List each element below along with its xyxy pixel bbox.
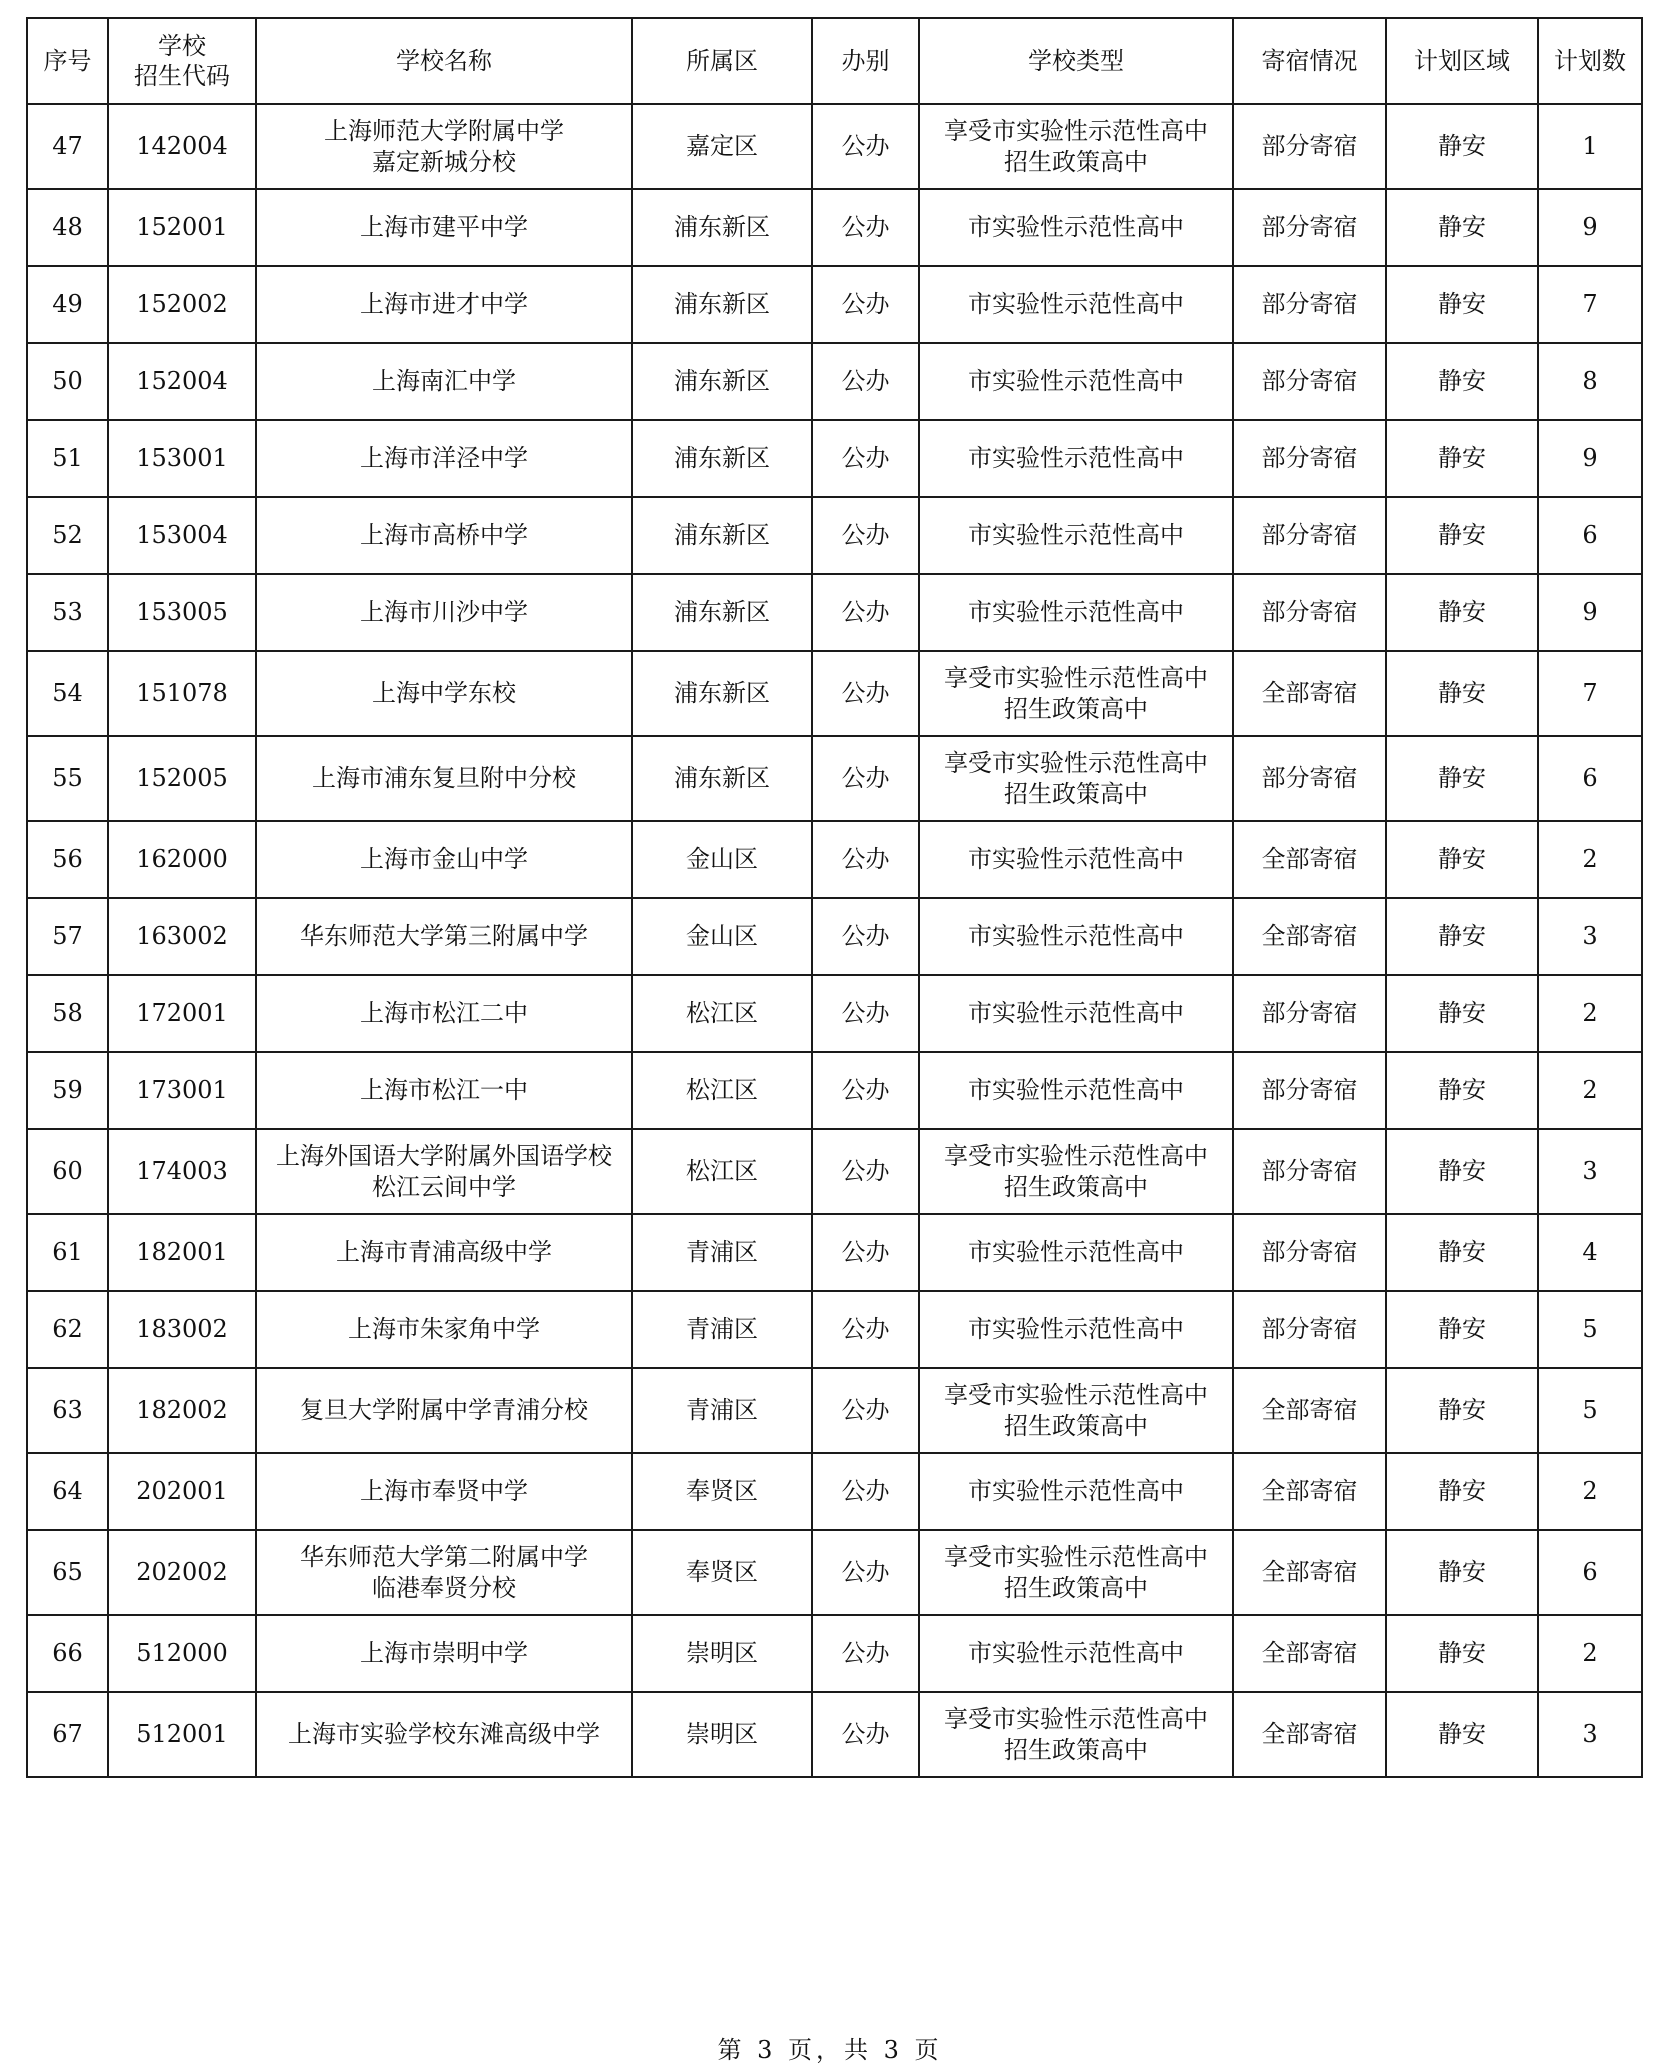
cell-ownership: 公办: [812, 975, 919, 1052]
cell-index: 65: [27, 1530, 108, 1615]
cell-school-type-line: 享受市实验性示范性高中: [944, 1380, 1208, 1409]
cell-school-type: [919, 104, 1233, 189]
cell-plan-area: 静安: [1386, 420, 1538, 497]
cell-school-type-line: 市实验性示范性高中: [968, 444, 1184, 472]
cell-school-type: [919, 821, 1233, 898]
cell-boarding: 全部寄宿: [1233, 1615, 1386, 1692]
cell-plan-count: 5: [1538, 1368, 1642, 1453]
cell-school-name: [256, 1692, 632, 1777]
cell-district: 浦东新区: [632, 266, 812, 343]
cell-district: 浦东新区: [632, 343, 812, 420]
cell-school-type: [919, 651, 1233, 736]
cell-school-type: [919, 898, 1233, 975]
cell-school-type-line: 享受市实验性示范性高中: [944, 1704, 1208, 1733]
table-row: [27, 1129, 1642, 1214]
cell-ownership: 公办: [812, 1453, 919, 1530]
cell-school-type-line: 享受市实验性示范性高中: [944, 1542, 1208, 1571]
cell-school-name: [256, 736, 632, 821]
cell-school-type-line: 享受市实验性示范性高中: [944, 748, 1208, 777]
cell-code: 202001: [108, 1453, 256, 1530]
cell-school-type-line: 市实验性示范性高中: [968, 367, 1184, 395]
cell-plan-count: 7: [1538, 266, 1642, 343]
cell-school-type-line: 招生政策高中: [1004, 1573, 1148, 1602]
cell-school-name: [256, 651, 632, 736]
cell-school-name: [256, 497, 632, 574]
cell-plan-count: 3: [1538, 898, 1642, 975]
cell-plan-count: 3: [1538, 1692, 1642, 1777]
cell-ownership: 公办: [812, 497, 919, 574]
cell-boarding: 部分寄宿: [1233, 975, 1386, 1052]
cell-index: 66: [27, 1615, 108, 1692]
cell-school-name-line: 上海市朱家角中学: [348, 1315, 540, 1343]
cell-school-name: [256, 189, 632, 266]
table-row: [27, 189, 1642, 266]
cell-school-type-line: 招生政策高中: [1004, 1172, 1148, 1201]
cell-boarding: 全部寄宿: [1233, 821, 1386, 898]
cell-code: 174003: [108, 1129, 256, 1214]
cell-plan-count: 2: [1538, 975, 1642, 1052]
cell-school-type: [919, 1615, 1233, 1692]
cell-plan-area: 静安: [1386, 1368, 1538, 1453]
cell-plan-count: 2: [1538, 1453, 1642, 1530]
cell-index: 55: [27, 736, 108, 821]
cell-ownership: 公办: [812, 1615, 919, 1692]
cell-school-name: [256, 1214, 632, 1291]
cell-school-name: [256, 343, 632, 420]
cell-school-type-line: 招生政策高中: [1004, 1411, 1148, 1440]
cell-boarding: 部分寄宿: [1233, 189, 1386, 266]
cell-school-name-line: 嘉定新城分校: [372, 147, 516, 176]
cell-school-type-line: 市实验性示范性高中: [968, 290, 1184, 318]
cell-school-type: [919, 975, 1233, 1052]
cell-ownership: 公办: [812, 1291, 919, 1368]
table-row: [27, 1052, 1642, 1129]
cell-district: 浦东新区: [632, 420, 812, 497]
table-row: [27, 104, 1642, 189]
table-row: [27, 1453, 1642, 1530]
cell-school-type-line: 招生政策高中: [1004, 779, 1148, 808]
cell-plan-area: 静安: [1386, 1129, 1538, 1214]
cell-index: 61: [27, 1214, 108, 1291]
cell-ownership: 公办: [812, 736, 919, 821]
cell-school-type-line: 市实验性示范性高中: [968, 1076, 1184, 1104]
cell-ownership: 公办: [812, 266, 919, 343]
cell-ownership: 公办: [812, 420, 919, 497]
cell-code: 152002: [108, 266, 256, 343]
cell-school-type: [919, 343, 1233, 420]
cell-boarding: 全部寄宿: [1233, 1453, 1386, 1530]
cell-ownership: 公办: [812, 574, 919, 651]
cell-school-type-line: 享受市实验性示范性高中: [944, 1141, 1208, 1170]
cell-code: 162000: [108, 821, 256, 898]
header-boarding: 寄宿情况: [1233, 18, 1386, 104]
cell-school-type-line: 市实验性示范性高中: [968, 1477, 1184, 1505]
cell-school-name-line: 上海市进才中学: [360, 290, 528, 318]
cell-school-name-line: 松江云间中学: [372, 1172, 516, 1201]
cell-school-type: [919, 189, 1233, 266]
cell-boarding: 全部寄宿: [1233, 651, 1386, 736]
cell-plan-count: 9: [1538, 189, 1642, 266]
cell-boarding: 部分寄宿: [1233, 497, 1386, 574]
cell-ownership: 公办: [812, 1530, 919, 1615]
cell-plan-count: 5: [1538, 1291, 1642, 1368]
cell-code: 512000: [108, 1615, 256, 1692]
cell-school-name-line: 上海外国语大学附属外国语学校: [276, 1141, 612, 1170]
cell-school-name-line: 临港奉贤分校: [372, 1573, 516, 1602]
cell-code: 152001: [108, 189, 256, 266]
table-row: [27, 1291, 1642, 1368]
cell-index: 57: [27, 898, 108, 975]
cell-school-name: [256, 1129, 632, 1214]
cell-district: 浦东新区: [632, 189, 812, 266]
cell-plan-area: 静安: [1386, 975, 1538, 1052]
cell-school-type-line: 市实验性示范性高中: [968, 213, 1184, 241]
cell-school-type: [919, 736, 1233, 821]
cell-plan-count: 6: [1538, 736, 1642, 821]
cell-district: 崇明区: [632, 1615, 812, 1692]
cell-school-name-line: 复旦大学附属中学青浦分校: [300, 1396, 588, 1424]
cell-school-name: [256, 1052, 632, 1129]
cell-index: 49: [27, 266, 108, 343]
cell-district: 松江区: [632, 975, 812, 1052]
table-row: [27, 1368, 1642, 1453]
cell-index: 59: [27, 1052, 108, 1129]
cell-code: 202002: [108, 1530, 256, 1615]
cell-boarding: 部分寄宿: [1233, 1052, 1386, 1129]
cell-index: 60: [27, 1129, 108, 1214]
table-row: [27, 1530, 1642, 1615]
cell-district: 浦东新区: [632, 736, 812, 821]
cell-ownership: 公办: [812, 1214, 919, 1291]
table-body: [27, 104, 1642, 1777]
cell-plan-area: 静安: [1386, 736, 1538, 821]
cell-plan-count: 9: [1538, 420, 1642, 497]
cell-code: 182002: [108, 1368, 256, 1453]
cell-school-name-line: 上海市青浦高级中学: [336, 1238, 552, 1266]
cell-code: 183002: [108, 1291, 256, 1368]
cell-school-name-line: 上海市奉贤中学: [360, 1477, 528, 1505]
cell-school-name: [256, 1453, 632, 1530]
cell-boarding: 全部寄宿: [1233, 1530, 1386, 1615]
cell-school-type-line: 市实验性示范性高中: [968, 1315, 1184, 1343]
header-ownership: 办别: [812, 18, 919, 104]
cell-school-type: [919, 420, 1233, 497]
cell-plan-count: 1: [1538, 104, 1642, 189]
cell-district: 松江区: [632, 1052, 812, 1129]
cell-school-name-line: 上海市建平中学: [360, 213, 528, 241]
cell-school-name-line: 上海市川沙中学: [360, 598, 528, 626]
table-row: [27, 651, 1642, 736]
header-plan-area: 计划区域: [1386, 18, 1538, 104]
cell-index: 62: [27, 1291, 108, 1368]
cell-code: 142004: [108, 104, 256, 189]
cell-ownership: 公办: [812, 821, 919, 898]
cell-school-name-line: 上海中学东校: [372, 679, 516, 707]
cell-plan-area: 静安: [1386, 343, 1538, 420]
table-row: [27, 1615, 1642, 1692]
cell-ownership: 公办: [812, 1129, 919, 1214]
table-row: [27, 497, 1642, 574]
cell-plan-count: 6: [1538, 1530, 1642, 1615]
cell-school-name: [256, 898, 632, 975]
cell-plan-count: 2: [1538, 1615, 1642, 1692]
cell-district: 金山区: [632, 821, 812, 898]
cell-index: 54: [27, 651, 108, 736]
cell-school-type-line: 招生政策高中: [1004, 694, 1148, 723]
cell-district: 松江区: [632, 1129, 812, 1214]
table-row: [27, 821, 1642, 898]
cell-plan-area: 静安: [1386, 1214, 1538, 1291]
cell-ownership: 公办: [812, 343, 919, 420]
cell-index: 52: [27, 497, 108, 574]
cell-code: 173001: [108, 1052, 256, 1129]
cell-school-name-line: 上海市松江二中: [360, 999, 528, 1027]
cell-school-type-line: 市实验性示范性高中: [968, 845, 1184, 873]
cell-school-type-line: 市实验性示范性高中: [968, 922, 1184, 950]
cell-code: 182001: [108, 1214, 256, 1291]
cell-index: 53: [27, 574, 108, 651]
cell-boarding: 部分寄宿: [1233, 266, 1386, 343]
cell-district: 青浦区: [632, 1214, 812, 1291]
cell-plan-count: 6: [1538, 497, 1642, 574]
cell-school-type: [919, 1129, 1233, 1214]
cell-ownership: 公办: [812, 898, 919, 975]
cell-plan-count: 9: [1538, 574, 1642, 651]
cell-school-type: [919, 1453, 1233, 1530]
cell-code: 153004: [108, 497, 256, 574]
cell-school-type-line: 招生政策高中: [1004, 147, 1148, 176]
cell-boarding: 部分寄宿: [1233, 104, 1386, 189]
table-row: [27, 1692, 1642, 1777]
table-row: [27, 898, 1642, 975]
cell-boarding: 部分寄宿: [1233, 574, 1386, 651]
header-code: [108, 18, 256, 104]
cell-school-type-line: 市实验性示范性高中: [968, 1238, 1184, 1266]
cell-boarding: 部分寄宿: [1233, 1129, 1386, 1214]
cell-index: 56: [27, 821, 108, 898]
table-row: [27, 343, 1642, 420]
cell-ownership: 公办: [812, 104, 919, 189]
cell-school-name-line: 上海市松江一中: [360, 1076, 528, 1104]
cell-index: 63: [27, 1368, 108, 1453]
cell-school-type: [919, 1368, 1233, 1453]
header-code-line: 学校: [158, 32, 206, 60]
cell-boarding: 部分寄宿: [1233, 1214, 1386, 1291]
cell-plan-area: 静安: [1386, 574, 1538, 651]
header-type: 学校类型: [919, 18, 1233, 104]
cell-code: 153005: [108, 574, 256, 651]
cell-code: 151078: [108, 651, 256, 736]
cell-plan-area: 静安: [1386, 1453, 1538, 1530]
cell-plan-area: 静安: [1386, 651, 1538, 736]
cell-plan-area: 静安: [1386, 1052, 1538, 1129]
cell-school-type: [919, 574, 1233, 651]
header-index: 序号: [27, 18, 108, 104]
cell-plan-count: 2: [1538, 821, 1642, 898]
cell-plan-area: 静安: [1386, 104, 1538, 189]
cell-index: 51: [27, 420, 108, 497]
cell-school-type: [919, 1692, 1233, 1777]
cell-index: 47: [27, 104, 108, 189]
enrollment-plan-table: [26, 17, 1643, 1778]
cell-school-name: [256, 420, 632, 497]
cell-school-type: [919, 1052, 1233, 1129]
cell-index: 48: [27, 189, 108, 266]
cell-school-name-line: 上海市浦东复旦附中分校: [312, 764, 576, 792]
cell-plan-area: 静安: [1386, 1692, 1538, 1777]
cell-boarding: 全部寄宿: [1233, 898, 1386, 975]
cell-school-type-line: 享受市实验性示范性高中: [944, 116, 1208, 145]
cell-school-type-line: 市实验性示范性高中: [968, 999, 1184, 1027]
cell-boarding: 部分寄宿: [1233, 736, 1386, 821]
cell-school-name-line: 上海市高桥中学: [360, 521, 528, 549]
cell-school-name-line: 上海市崇明中学: [360, 1639, 528, 1667]
cell-code: 153001: [108, 420, 256, 497]
cell-boarding: 部分寄宿: [1233, 343, 1386, 420]
cell-school-name: [256, 104, 632, 189]
cell-code: 172001: [108, 975, 256, 1052]
cell-plan-area: 静安: [1386, 189, 1538, 266]
cell-index: 50: [27, 343, 108, 420]
cell-index: 67: [27, 1692, 108, 1777]
cell-code: 152005: [108, 736, 256, 821]
cell-school-name: [256, 574, 632, 651]
cell-school-name-line: 上海师范大学附属中学: [324, 116, 564, 145]
cell-plan-area: 静安: [1386, 821, 1538, 898]
cell-plan-count: 3: [1538, 1129, 1642, 1214]
cell-plan-area: 静安: [1386, 1530, 1538, 1615]
table-row: [27, 975, 1642, 1052]
cell-school-type-line: 市实验性示范性高中: [968, 1639, 1184, 1667]
cell-plan-area: 静安: [1386, 1291, 1538, 1368]
cell-school-type: [919, 266, 1233, 343]
cell-code: 152004: [108, 343, 256, 420]
cell-school-name: [256, 1530, 632, 1615]
cell-school-type-line: 招生政策高中: [1004, 1735, 1148, 1764]
header-code-line: 招生代码: [134, 62, 230, 90]
cell-school-type-line: 市实验性示范性高中: [968, 598, 1184, 626]
cell-district: 嘉定区: [632, 104, 812, 189]
cell-plan-count: 4: [1538, 1214, 1642, 1291]
cell-school-name: [256, 1615, 632, 1692]
cell-school-type-line: 市实验性示范性高中: [968, 521, 1184, 549]
table-row: [27, 1214, 1642, 1291]
page-footer: 第 3 页，共 3 页: [717, 2036, 943, 2064]
cell-school-name-line: 上海市洋泾中学: [360, 444, 528, 472]
cell-school-name-line: 华东师范大学第二附属中学: [300, 1542, 588, 1571]
header-plan-count: 计划数: [1538, 18, 1642, 104]
cell-plan-count: 2: [1538, 1052, 1642, 1129]
cell-school-type: [919, 497, 1233, 574]
cell-index: 58: [27, 975, 108, 1052]
cell-ownership: 公办: [812, 1692, 919, 1777]
cell-school-name: [256, 821, 632, 898]
cell-code: 163002: [108, 898, 256, 975]
cell-school-name-line: 上海市实验学校东滩高级中学: [288, 1720, 600, 1748]
cell-district: 浦东新区: [632, 497, 812, 574]
cell-plan-count: 8: [1538, 343, 1642, 420]
header-name: 学校名称: [256, 18, 632, 104]
cell-ownership: 公办: [812, 651, 919, 736]
cell-district: 浦东新区: [632, 651, 812, 736]
table-row: [27, 574, 1642, 651]
cell-district: 青浦区: [632, 1368, 812, 1453]
table-row: [27, 420, 1642, 497]
cell-school-name: [256, 1291, 632, 1368]
cell-school-name-line: 上海市金山中学: [360, 845, 528, 873]
cell-district: 浦东新区: [632, 574, 812, 651]
cell-school-type-line: 享受市实验性示范性高中: [944, 663, 1208, 692]
cell-district: 奉贤区: [632, 1530, 812, 1615]
cell-school-name: [256, 975, 632, 1052]
cell-ownership: 公办: [812, 1368, 919, 1453]
cell-district: 青浦区: [632, 1291, 812, 1368]
cell-plan-area: 静安: [1386, 1615, 1538, 1692]
cell-plan-area: 静安: [1386, 898, 1538, 975]
cell-school-name-line: 华东师范大学第三附属中学: [300, 922, 588, 950]
cell-district: 金山区: [632, 898, 812, 975]
cell-district: 奉贤区: [632, 1453, 812, 1530]
cell-boarding: 部分寄宿: [1233, 420, 1386, 497]
cell-school-type: [919, 1291, 1233, 1368]
header-district: 所属区: [632, 18, 812, 104]
table-row: [27, 266, 1642, 343]
cell-ownership: 公办: [812, 1052, 919, 1129]
cell-school-type: [919, 1530, 1233, 1615]
cell-code: 512001: [108, 1692, 256, 1777]
table-header-row: [27, 18, 1642, 104]
cell-ownership: 公办: [812, 189, 919, 266]
cell-boarding: 部分寄宿: [1233, 1291, 1386, 1368]
cell-school-type: [919, 1214, 1233, 1291]
cell-index: 64: [27, 1453, 108, 1530]
cell-boarding: 全部寄宿: [1233, 1692, 1386, 1777]
table-row: [27, 736, 1642, 821]
cell-plan-area: 静安: [1386, 497, 1538, 574]
cell-plan-area: 静安: [1386, 266, 1538, 343]
cell-boarding: 全部寄宿: [1233, 1368, 1386, 1453]
cell-school-name: [256, 266, 632, 343]
cell-district: 崇明区: [632, 1692, 812, 1777]
cell-school-name-line: 上海南汇中学: [372, 367, 516, 395]
cell-school-name: [256, 1368, 632, 1453]
cell-plan-count: 7: [1538, 651, 1642, 736]
